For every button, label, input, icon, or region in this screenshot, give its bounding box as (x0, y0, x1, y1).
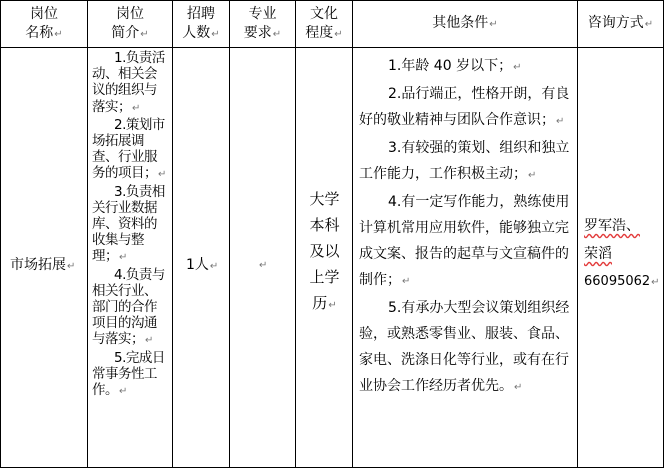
header-line: 名称↵ (25, 25, 63, 41)
education-line: 及以 (309, 242, 340, 260)
header-line: 人数↵ (182, 25, 220, 41)
col-border-3 (229, 0, 230, 468)
header-other-conditions: 其他条件↵ (432, 15, 498, 31)
description-item: 4.负责与相关行业、部门的合作项目的沟通与落实；↵ (92, 266, 165, 348)
header-headcount (173, 5, 229, 44)
header-line: 专业 (248, 6, 277, 22)
header-line: 岗位 (116, 6, 144, 22)
condition-item: 1.年龄 40 岁以下；↵ (388, 58, 522, 74)
table-border-top (0, 0, 664, 1)
contact-name-1: 罗军浩、 (584, 218, 640, 234)
contact-phone: 66095062↵ (584, 274, 660, 289)
header-education (296, 5, 352, 44)
condition-item: 3.有较强的策划、组织和独立工作能力，工作积极主动；↵ (359, 140, 570, 182)
condition-item: 2.品行端正，性格开朗，有良好的敬业精神与团队合作意识；↵ (359, 86, 570, 128)
header-position-name (1, 5, 87, 44)
description-item: 5.完成日常事务性工作。↵ (92, 349, 165, 399)
education-line: 历↵ (312, 294, 337, 312)
header-separator (0, 47, 664, 48)
header-major (230, 5, 295, 44)
description-item: 2.策划市场拓展调查、行业服务的项目；↵ (92, 116, 166, 182)
header-line: 文化 (310, 6, 338, 22)
contact-name-2: 荣滔 (584, 246, 612, 262)
description-item: 1.负责活动、相关会议的组织与落实；↵ (92, 50, 165, 115)
header-line: 程度↵ (305, 25, 343, 41)
header-line: 简介↵ (111, 25, 149, 41)
header-line: 招聘 (187, 6, 215, 22)
header-position-desc (88, 5, 172, 44)
col-border-4 (295, 0, 296, 468)
other-conditions-cell (359, 53, 576, 401)
header-line: 要求↵ (243, 25, 282, 41)
col-border-1 (87, 0, 88, 468)
contact-cell (584, 212, 662, 297)
header-contact-method: 咨询方式↵ (587, 15, 654, 31)
position-name-cell: 市场拓展↵ (10, 257, 76, 273)
condition-item: 4.有一定写作能力，熟练使用计算机常用应用软件，能够独立完成文案、报告的起草与文宣稿件的制作；↵ (359, 194, 570, 288)
education-line: 大学 (309, 190, 340, 208)
position-description-cell (92, 50, 166, 466)
education-line: 本科 (309, 216, 340, 234)
header-line: 岗位 (30, 6, 58, 22)
condition-item: 5.有承办大型会议策划组织经验，或熟悉零售业、服装、食品、家电、洗涤日化等行业，或有在行业协会工作经历者优先。↵ (359, 300, 570, 394)
major-cell: ↵ (259, 260, 268, 271)
description-item: 3.负责相关行业数据库、资料的收集与整理；↵ (92, 183, 165, 265)
education-line: 上学 (309, 268, 340, 286)
col-border-6 (577, 0, 578, 468)
col-border-2 (172, 0, 173, 468)
headcount-cell: 1人↵ (186, 257, 219, 273)
col-border-5 (352, 0, 353, 468)
education-cell (301, 186, 348, 319)
col-border-0 (0, 0, 1, 468)
